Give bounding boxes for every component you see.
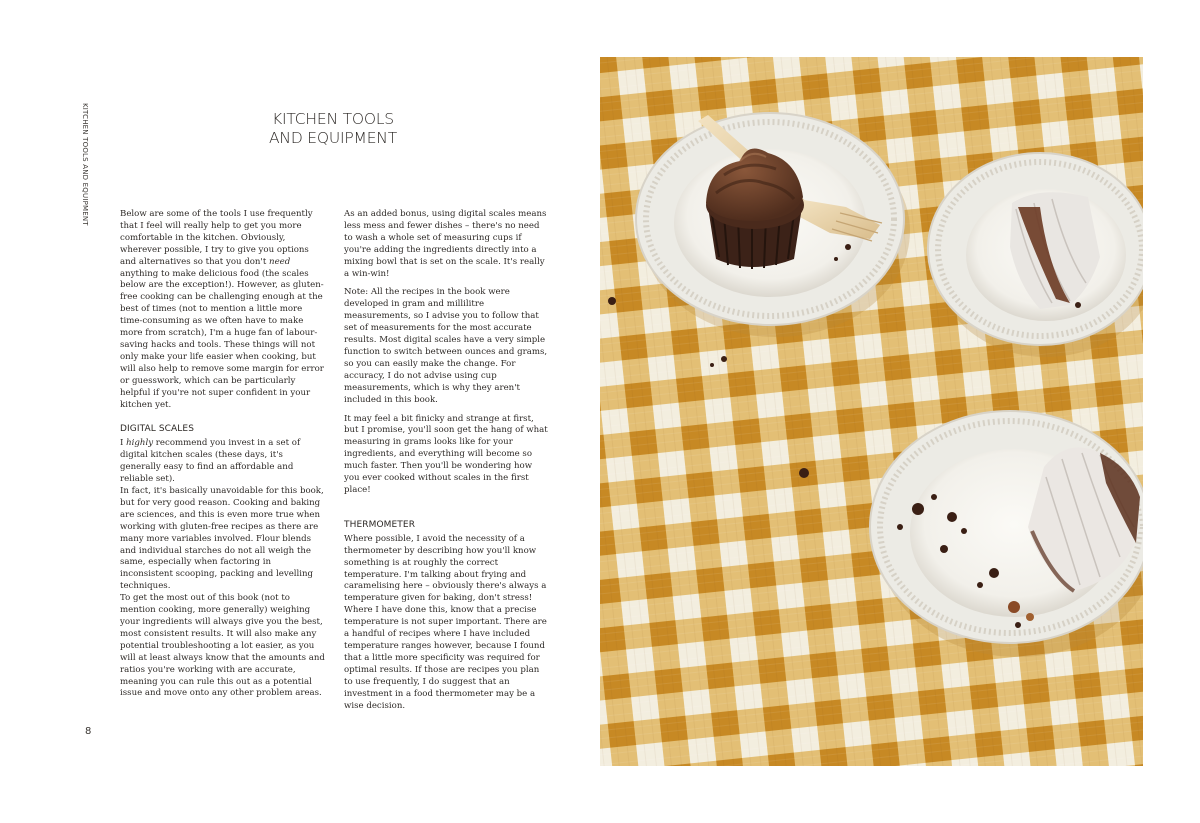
section-heading-digital-scales: DIGITAL SCALES — [120, 424, 195, 435]
cupcake-photo — [600, 57, 1143, 766]
page-title — [220, 110, 446, 148]
intro-paragraph: Below are some of the tools I use frequently that I feel will really help to get you more comfortable in the kitchen. Obviously, wherever possible, I try to give you options and alternatives so that you don't need anything to make delicious food (the scales below are the exception!). However, as gluten-free cooking can be challenging enough at the best of times (not to mention a little more time-consuming as we often have to make more from scratch), I'm a huge fan of labour-saving hacks and tools. These things will not only make your life easier when cooking, but will also help to remove some margin for error or guesswork, which can be particularly helpful if you're not super confident in your kitchen yet. — [120, 209, 324, 410]
page-title-line-1: KITCHEN TOOLS — [272, 110, 394, 129]
digital-scales-note-paragraph: Note: All the recipes in the book were developed in gram and millilitre measurements, so I advise you to follow that set of measurements for the most accurate results. Most digital scales have a very simple function to switch between ounces and grams, so you can easily make the change. For accuracy, I do not advise using cup measurements, which is why they aren't included in this book. — [344, 287, 548, 405]
digital-scales-paragraph-2: In fact, it's basically unavoidable for this book, but for very good reason. Cooking and baking are sciences, and this is even more true when working with gluten-free recipes as there are many more variables involved. Flour blends and individual starches do not all weigh the same, especially when factoring in inconsistent scooping, packing and levelling techniques. — [120, 486, 324, 592]
digital-scales-paragraph-3: To get the most out of this book (not to mention cooking, more generally) weighing your ingredients will always give you the best, most consistent results. It will also make any potential troubleshooting a lot easier, as you will at least always know that the amounts and ratios you're working with are accurate, meaning you can rule this out as a potential issue and move onto any other problem areas. — [120, 593, 325, 699]
text-column-left — [120, 209, 325, 700]
text-column-right — [344, 209, 550, 712]
thermometer-paragraph: Where possible, I avoid the necessity of a thermometer by describing how you'll know something is at roughly the correct temperature. I'm talking about frying and caramelising here – obviously there's always a temperature given for baking, don't stress! Where I have done this, know that a precise temperature is not super important. There are a handful of recipes where I have included temperature ranges however, because I found that a little more specificity was required for optimal results. If those are recipes you plan to use frequently, I do suggest that an investment in a food thermometer may be a wise decision. — [344, 533, 547, 711]
page-title-line-2: AND EQUIPMENT — [269, 129, 397, 148]
digital-scales-paragraph-1: I highly recommend you invest in a set of digital kitchen scales (these days, it's generally easy to find an affordable and reliable set). — [120, 438, 301, 485]
section-heading-thermometer: THERMOMETER — [344, 519, 416, 530]
cupcake-photo-illustration — [600, 57, 1143, 766]
page-number: 8 — [85, 726, 92, 737]
digital-scales-paragraph-4: As an added bonus, using digital scales means less mess and fewer dishes – there's no need to wash a whole set of measuring cups if you're adding the ingredients directly into a mixing bowl that is set on the scale. It's really a win-win! — [344, 209, 547, 279]
digital-scales-paragraph-6: It may feel a bit finicky and strange at first, but I promise, you'll soon get the hang of what measuring in grams looks like for your ingredients, and everything will become so much faster. Then you'll be wondering how you ever cooked without scales in the first place! — [344, 413, 548, 495]
running-head-vertical: KITCHEN TOOLS AND EQUIPMENT — [81, 103, 89, 226]
